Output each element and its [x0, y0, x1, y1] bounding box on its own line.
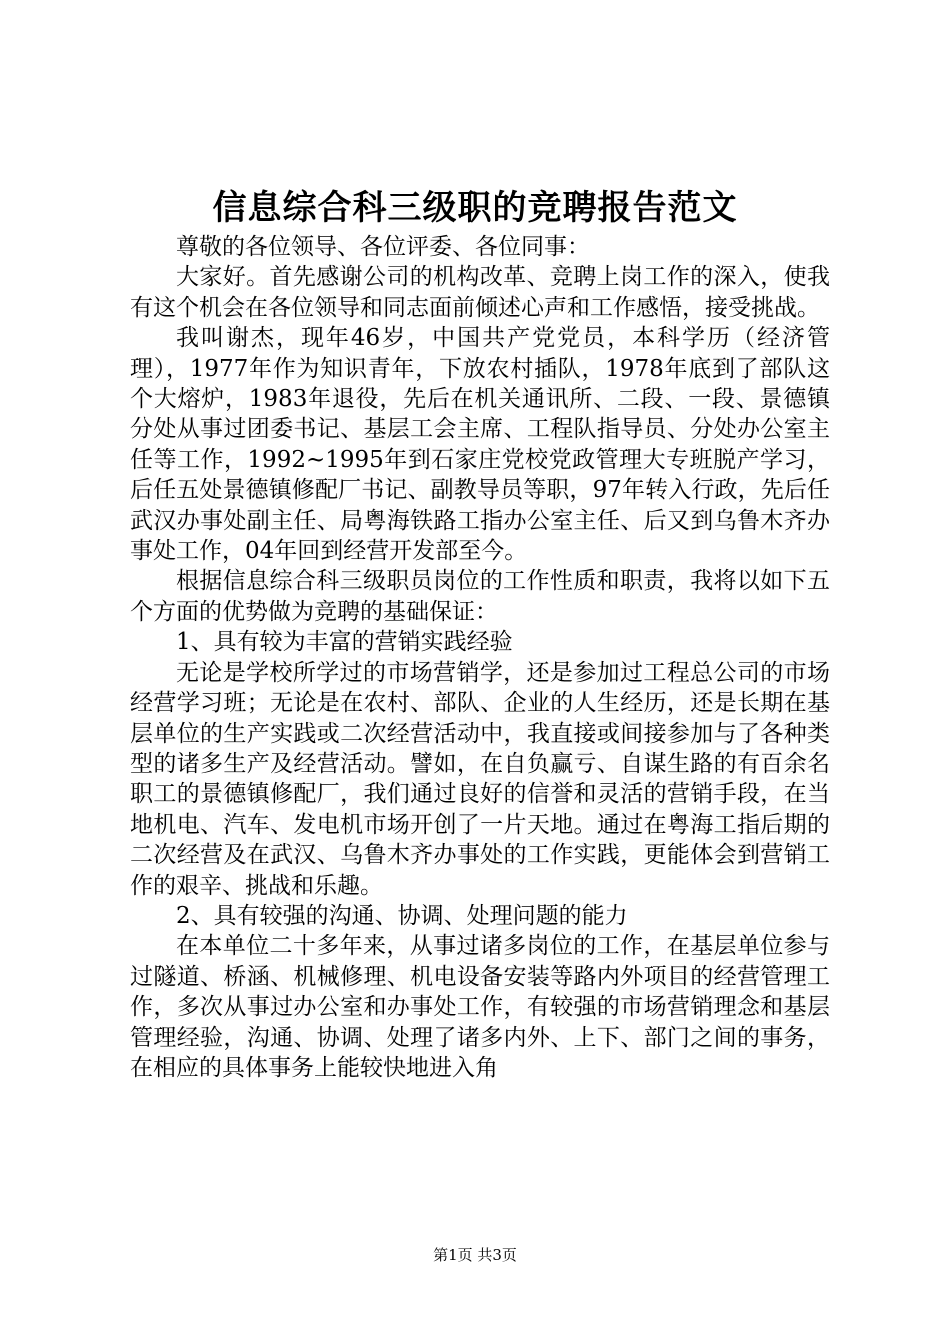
- section-heading-1: 1、具有较为丰富的营销实践经验: [176, 629, 513, 656]
- section-2-paragraph: 在本单位二十多年来，从事过诸多岗位的工作，在基层单位参与过隧道、桥涵、机械修理、机电设备安装等路内外项目的经营管理工作，多次从事过办公室和办事处工作，有较强的市场营销理念和基层管理经验，沟通、协调、处理了诸多内外、上下、部门之间的事务，在相应的具体事务上能较快地进入角: [130, 933, 830, 1081]
- section-1-paragraph: 无论是学校所学过的市场营销学，还是参加过工程总公司的市场经营学习班；无论是在农村、部队、企业的人生经历，还是长期在基层单位的生产实践或二次经营活动中，我直接或间接参加与了各种类型的诸多生产及经营活动。譬如，在自负赢亏、自谋生路的有百余名职工的景德镇修配厂，我们通过良好的信誉和灵活的营销手段，在当地机电、汽车、发电机市场开创了一片天地。通过在粤海工指后期的二次经营及在武汉、乌鲁木齐办事处的工作实践，更能体会到营销工作的艰辛、挑战和乐趣。: [130, 659, 830, 899]
- strengths-intro-paragraph: 根据信息综合科三级职员岗位的工作性质和职责，我将以如下五个方面的优势做为竞聘的基础保证：: [130, 568, 830, 625]
- document-title: 信息综合科三级职的竞聘报告范文: [212, 188, 738, 228]
- greeting-paragraph: 大家好。首先感谢公司的机构改革、竞聘上岗工作的深入，使我有这个机会在各位领导和同志面前倾述心声和工作感悟，接受挑战。: [130, 264, 830, 321]
- section-heading-2: 2、具有较强的沟通、协调、处理问题的能力: [176, 902, 628, 929]
- self-introduction-paragraph: 我叫谢杰，现年46岁，中国共产党党员，本科学历（经济管理），1977年作为知识青年，下放农村插队，1978年底到了部队这个大熔炉，1983年退役，先后在机关通讯所、二段、一段、景德镇分处从事过团委书记、基层工会主席、工程队指导员、分处办公室主任等工作，1992~1995年到石家庄党校党政管理大专班脱产学习，后任五处景德镇修配厂书记、副教导员等职，97年转入行政，先后任武汉办事处副主任、局粤海铁路工指办公室主任、后又到乌鲁木齐办事处工作，04年回到经营开发部至今。: [130, 325, 830, 565]
- page-number-footer: 第1页 共3页: [433, 1246, 517, 1264]
- document-body: [130, 232, 830, 1083]
- salutation-paragraph: 尊敬的各位领导、各位评委、各位同事：: [176, 234, 590, 260]
